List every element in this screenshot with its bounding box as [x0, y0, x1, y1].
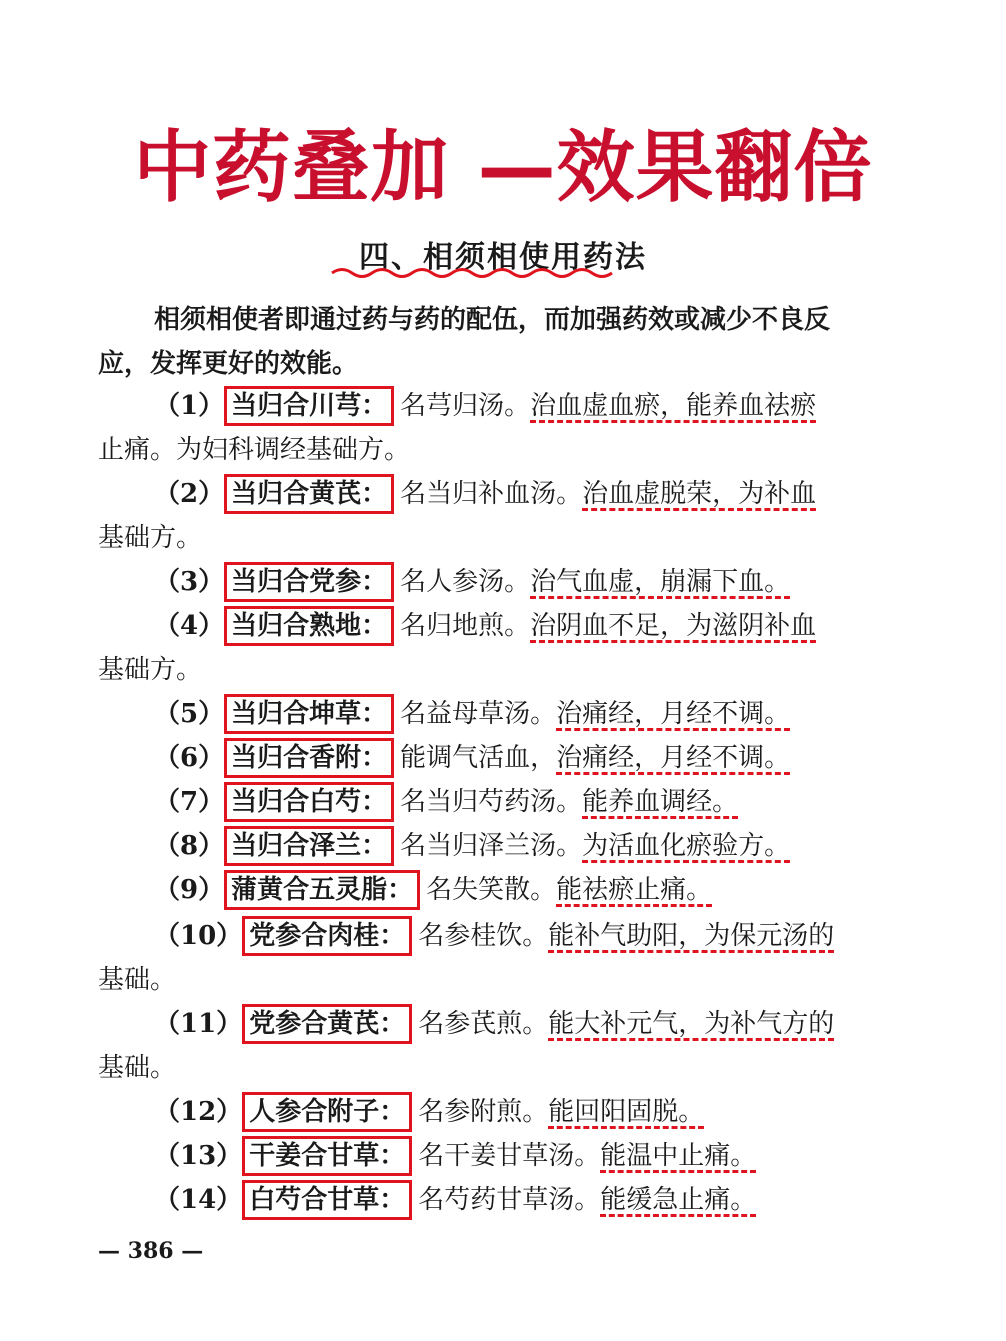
entry-item [98, 472, 868, 560]
entry-number: （3） [154, 567, 225, 597]
formula-name: 名干姜甘草汤。 [418, 1141, 601, 1171]
effect-text: 治痛经，月经不调。 [556, 699, 791, 729]
entry-item [98, 1090, 868, 1134]
effect-text: 能祛瘀止痛。 [556, 875, 713, 905]
entry-item [98, 1178, 868, 1222]
formula-name: 名益母草汤。 [400, 699, 557, 729]
effect-text: 能补气助阳，为保元汤的 [548, 921, 835, 951]
entry-number: （10） [154, 921, 243, 951]
formula-name: 名参芪煎。 [418, 1009, 549, 1039]
entry-number: （7） [154, 787, 225, 817]
entry-number: （11） [154, 1009, 243, 1039]
effect-text: 能回阳固脱。 [548, 1097, 705, 1127]
formula-name: 能调气活血， [400, 743, 557, 773]
page-number: — 386 — [98, 1238, 204, 1264]
formula-name: 名芎归汤。 [400, 391, 531, 421]
herb-pair: 党参合肉桂： [242, 916, 412, 956]
entry-item [98, 604, 868, 692]
intro-paragraph: 相须相使者即通过药与药的配伍，而加强药效或减少不良反应，发挥更好的效能。 [98, 305, 831, 379]
formula-name: 名失笑散。 [426, 875, 557, 905]
effect-text: 治气血虚，崩漏下血。 [530, 567, 791, 597]
formula-name: 名当归泽兰汤。 [400, 831, 583, 861]
entry-item [98, 1134, 868, 1178]
formula-name: 名人参汤。 [400, 567, 531, 597]
entry-number: （4） [154, 611, 225, 641]
effect-text: 为活血化瘀验方。 [582, 831, 791, 861]
effect-text: 能大补元气，为补气方的 [548, 1009, 835, 1039]
entry-number: （1） [154, 391, 225, 421]
entry-number: （5） [154, 699, 225, 729]
effect-text: 治血虚脱荣，为补血 [582, 479, 817, 509]
entry-item [98, 384, 868, 472]
entry-item [98, 780, 868, 824]
effect-text: 能温中止痛。 [600, 1141, 757, 1171]
entry-number: （6） [154, 743, 225, 773]
entry-continuation: 基础。 [98, 1053, 177, 1083]
herb-pair: 白芍合甘草： [242, 1180, 412, 1220]
formula-name: 名当归芍药汤。 [400, 787, 583, 817]
formula-name: 名当归补血汤。 [400, 479, 583, 509]
formula-name: 名归地煎。 [400, 611, 531, 641]
effect-text: 治阴血不足，为滋阴补血 [530, 611, 817, 641]
herb-pair: 干姜合甘草： [242, 1136, 412, 1176]
herb-pair: 当归合党参： [224, 562, 394, 602]
entry-item [98, 560, 868, 604]
entry-number: （2） [154, 479, 225, 509]
entry-item [98, 824, 868, 868]
banner-title: 中药叠加 —效果翻倍 [133, 123, 873, 213]
formula-name: 名参桂饮。 [418, 921, 549, 951]
entry-number: （14） [154, 1185, 243, 1215]
entry-continuation: 基础方。 [98, 655, 203, 685]
entry-continuation: 基础方。 [98, 523, 203, 553]
herb-pair: 人参合附子： [242, 1092, 412, 1132]
entry-continuation: 基础。 [98, 965, 177, 995]
herb-pair: 当归合香附： [224, 738, 394, 778]
effect-text: 治痛经，月经不调。 [556, 743, 791, 773]
entry-item [98, 914, 868, 1002]
formula-name: 名芍药甘草汤。 [418, 1185, 601, 1215]
herb-pair: 蒲黄合五灵脂： [224, 870, 420, 910]
entry-number: （8） [154, 831, 225, 861]
entry-item [98, 1002, 868, 1090]
entry-continuation: 止痛。为妇科调经基础方。 [98, 435, 411, 465]
effect-text: 治血虚血瘀，能养血祛瘀 [530, 391, 817, 421]
entry-number: （13） [154, 1141, 243, 1171]
herb-pair: 当归合泽兰： [224, 826, 394, 866]
entry-item [98, 736, 868, 780]
effect-text: 能养血调经。 [582, 787, 739, 817]
herb-pair: 党参合黄芪： [242, 1004, 412, 1044]
formula-name: 名参附煎。 [418, 1097, 549, 1127]
herb-pair: 当归合坤草： [224, 694, 394, 734]
entry-number: （9） [154, 875, 225, 905]
herb-pair: 当归合白芍： [224, 782, 394, 822]
entry-number: （12） [154, 1097, 243, 1127]
herb-pair: 当归合黄芪： [224, 474, 394, 514]
entry-item [98, 868, 868, 912]
herb-pair: 当归合熟地： [224, 606, 394, 646]
wavy-underline [330, 266, 630, 280]
herb-pair: 当归合川芎： [224, 386, 394, 426]
effect-text: 能缓急止痛。 [600, 1185, 757, 1215]
section-title: 四、相须相使用药法 [359, 240, 647, 275]
entry-item [98, 692, 868, 736]
